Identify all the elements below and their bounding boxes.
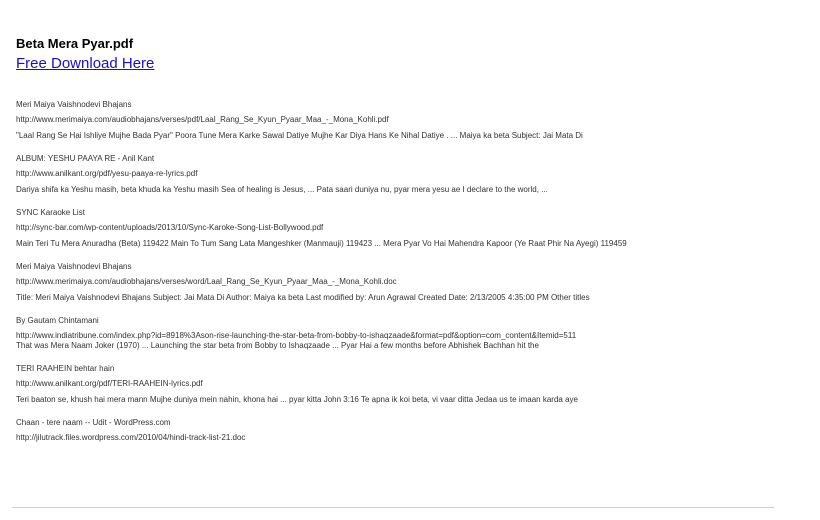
entry-snippet: Teri baaton se, khush hai mera mann Mujhe duniya mein nahin, khona hai ... pyar kitta John 3:16 Te apna ik koi beta, vi vaar ditta Jedaa us te imaan karda aye bbox=[16, 395, 578, 404]
entry-title: By Gautam Chintamani bbox=[16, 316, 99, 325]
document-page bbox=[16, 36, 808, 457]
results-list bbox=[16, 100, 808, 443]
entry-title: ALBUM: YESHU PAAYA RE - Anil Kant bbox=[16, 154, 155, 163]
list-item bbox=[16, 364, 808, 404]
entry-title: Chaan - tere naam -- Udit - WordPress.com bbox=[16, 418, 171, 427]
entry-title: SYNC Karaoke List bbox=[16, 208, 85, 217]
list-item bbox=[16, 154, 808, 194]
list-item bbox=[16, 100, 808, 140]
entry-title: Meri Maiya Vaishnodevi Bhajans bbox=[16, 100, 132, 109]
entry-url[interactable]: http://www.merimaiya.com/audiobhajans/verses/pdf/Laal_Rang_Se_Kyun_Pyaar_Maa_-_Mona_Kohli.pdf bbox=[16, 115, 389, 124]
entry-title: Meri Maiya Vaishnodevi Bhajans bbox=[16, 262, 132, 271]
document-title: Beta Mera Pyar.pdf bbox=[16, 36, 134, 51]
entry-url[interactable]: http://www.anilkant.org/pdf/TERI-RAAHEIN-lyrics.pdf bbox=[16, 379, 203, 388]
entry-snippet: That was Mera Naam Joker (1970) ... Launching the star beta from Bobby to Ishaqzaade ... Pyar Hai a few months before Abhishek Bachhan hit the bbox=[16, 341, 539, 350]
entry-url[interactable]: http://www.merimaiya.com/audiobhajans/verses/word/Laal_Rang_Se_Kyun_Pyaar_Maa_-_Mona_Kohli.doc bbox=[16, 277, 397, 286]
page-divider bbox=[12, 507, 774, 508]
entry-url[interactable]: http://sync-bar.com/wp-content/uploads/2013/10/Sync-Karoke-Song-List-Bollywood.pdf bbox=[16, 223, 324, 232]
entry-url[interactable]: http://www.indiatribune.com/index.php?id=8918%3Ason-rise-launching-the-star-beta-from-bobby-to-ishaqzaade&format=pdf&option=com_content&Itemid=511 bbox=[16, 331, 577, 340]
list-item bbox=[16, 262, 808, 302]
entry-snippet: Title: Meri Maiya Vaishnodevi Bhajans Subject: Jai Mata Di Author: Maiya ka beta Last modified by: Arun Agrawal Created Date: 2/13/2005 4:35:00 PM Other titles bbox=[16, 293, 590, 302]
entry-snippet: Dariya shifa ka Yeshu masih, beta khuda ka Yeshu masih Sea of healing is Jesus, ... Pata saari duniya nu, pyar mera yesu ae I declare to the world, ... bbox=[16, 185, 548, 194]
list-item bbox=[16, 418, 808, 443]
list-item bbox=[16, 316, 808, 350]
free-download-link[interactable]: Free Download Here bbox=[16, 55, 155, 72]
entry-url[interactable]: http://jilutrack.files.wordpress.com/2010/04/hindi-track-list-21.doc bbox=[16, 433, 246, 442]
entry-title: TERI RAAHEIN behtar hain bbox=[16, 364, 115, 373]
entry-url[interactable]: http://www.anilkant.org/pdf/yesu-paaya-re-lyrics.pdf bbox=[16, 169, 198, 178]
entry-snippet: Main Teri Tu Mera Anuradha (Beta) 119422 Main To Tum Sang Lata Mangeshker (Manmauji) 119423 ... Mera Pyar Vo Hai Mahendra Kapoor (Ye Raat Phir Na Ayegi) 119459 bbox=[16, 239, 627, 248]
entry-snippet: "Laal Rang Se Hai Ishliye Mujhe Bada Pyar" Poora Tune Mera Karke Sawal Datiye Mujhe Kar Diya Hans Ke Nihal Datiye . ... Maiya ka beta Subject: Jai Mata Di bbox=[16, 131, 583, 140]
list-item bbox=[16, 208, 808, 248]
